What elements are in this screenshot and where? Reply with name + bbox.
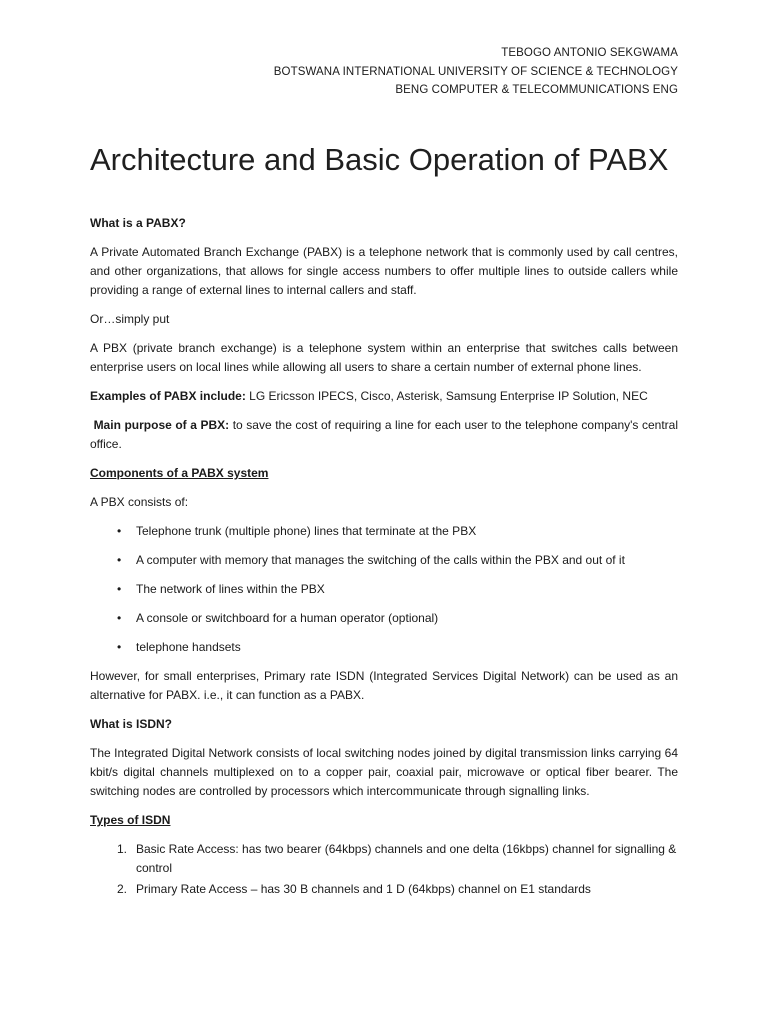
list-item (117, 840, 678, 878)
bullet-icon: • (117, 640, 122, 654)
section-heading-types-of-isdn: Types of ISDN (90, 813, 171, 827)
list-item-text: Primary Rate Access – has 30 B channels and 1 D (64kbps) channel on E1 standards (136, 882, 591, 896)
purpose-paragraph (90, 416, 678, 454)
list-item (117, 551, 678, 570)
program-name: BENG COMPUTER & TELECOMMUNICATIONS ENG (395, 84, 678, 96)
examples-label: Examples of PABX include: (90, 389, 246, 403)
list-number: 1. (117, 842, 128, 856)
list-number: 2. (117, 882, 128, 896)
or-simply-put: Or…simply put (90, 312, 170, 326)
pabx-definition-paragraph: A Private Automated Branch Exchange (PABX) is a telephone network that is commonly used by call centres, and other organizations, that allows for single access numbers to offer multiple lines to outside callers while providing a range of external lines to internal callers and staff. (90, 245, 678, 297)
examples-value: LG Ericsson IPECS, Cisco, Asterisk, Samsung Enterprise IP Solution, NEC (245, 389, 648, 403)
isdn-types-list (90, 840, 678, 899)
university-name: BOTSWANA INTERNATIONAL UNIVERSITY OF SCIENCE & TECHNOLOGY (273, 65, 678, 78)
pbx-definition-paragraph: A PBX (private branch exchange) is a telephone system within an enterprise that switches calls between enterprise users on local lines while allowing all users to share a certain number of external phone lines. (90, 341, 678, 374)
purpose-value: to save the cost of requiring a line for each user to the telephone company's central office. (90, 418, 678, 451)
section-heading-what-is-pabx: What is a PABX? (90, 216, 186, 230)
author-name: TEBOGO ANTONIO SEKGWAMA (501, 47, 678, 59)
bullet-icon: • (117, 553, 122, 567)
document-header (274, 44, 678, 100)
list-item (117, 880, 678, 899)
document-body (90, 214, 678, 901)
examples-paragraph (90, 387, 678, 406)
isdn-definition-paragraph: The Integrated Digital Network consists of local switching nodes joined by digital transmission links carrying 64 kbit/s digital channels multiplexed on to a copper pair, coaxial pair, microwave or optical fiber bearer. The switching nodes are controlled by processors which intercommunicate through signalling links. (90, 746, 678, 798)
isdn-alternative-note: However, for small enterprises, Primary rate ISDN (Integrated Services Digital Network) can be used as an alternative for PABX. i.e., it can function as a PABX. (90, 669, 678, 702)
document-title: Architecture and Basic Operation of PABX (90, 142, 669, 177)
bullet-icon: • (117, 524, 122, 538)
purpose-label: Main purpose of a PBX: (93, 418, 230, 432)
section-heading-what-is-isdn: What is ISDN? (90, 717, 173, 731)
bullet-icon: • (117, 582, 122, 596)
list-item-text: A console or switchboard for a human operator (optional) (136, 611, 439, 625)
components-list (90, 522, 678, 657)
list-item-text: telephone handsets (136, 640, 241, 654)
list-item-text: Basic Rate Access: has two bearer (64kbps) channels and one delta (16kbps) channel for signalling & control (136, 842, 677, 875)
components-intro: A PBX consists of: (90, 495, 189, 509)
bullet-icon: • (117, 611, 122, 625)
list-item (117, 522, 678, 541)
list-item-text: A computer with memory that manages the switching of the calls within the PBX and out of it (136, 553, 625, 567)
list-item (117, 580, 678, 599)
list-item-text: The network of lines within the PBX (136, 582, 325, 596)
list-item (117, 609, 678, 628)
section-heading-components: Components of a PABX system (90, 466, 269, 480)
list-item (117, 638, 678, 657)
list-item-text: Telephone trunk (multiple phone) lines that terminate at the PBX (136, 524, 477, 538)
